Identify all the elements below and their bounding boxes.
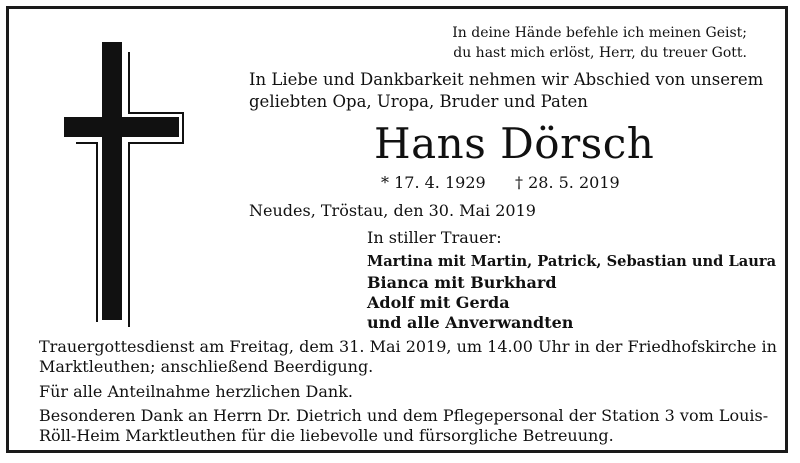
service-line-2: Marktleuthen; anschließend Beerdigung. (39, 357, 374, 376)
mourner-line: und alle Anverwandten (367, 313, 574, 332)
special-thanks-line-2: Röll-Heim Marktleuthen für die liebevolle und fürsorgliche Betreuung. (39, 426, 614, 445)
death-date: † 28. 5. 2019 (515, 173, 620, 192)
mourner-line: Martina mit Martin, Patrick, Sebastian und Laura (367, 253, 777, 270)
mourner-line: Adolf mit Gerda (367, 293, 510, 312)
obituary-frame (6, 6, 788, 453)
intro-line-1: In Liebe und Dankbarkeit nehmen wir Abschied von unserem (249, 70, 764, 89)
place-date: Neudes, Tröstau, den 30. Mai 2019 (249, 201, 536, 220)
deceased-name: Hans Dörsch (374, 119, 655, 168)
cross-icon (64, 42, 184, 332)
special-thanks-line-1: Besonderen Dank an Herrn Dr. Dietrich und dem Pflegepersonal der Station 3 vom Louis- (39, 406, 769, 425)
birth-date: * 17. 4. 1929 (381, 173, 486, 192)
intro-line-2: geliebten Opa, Uropa, Bruder und Paten (249, 92, 588, 111)
mourning-label: In stiller Trauer: (367, 228, 502, 247)
verse-line-1: In deine Hände befehle ich meinen Geist; (452, 25, 747, 41)
verse-line-2: du hast mich erlöst, Herr, du treuer Gott. (453, 45, 747, 61)
thanks-text: Für alle Anteilnahme herzlichen Dank. (39, 382, 353, 401)
service-line-1: Trauergottesdienst am Freitag, dem 31. Mai 2019, um 14.00 Uhr in der Friedhofskirche in (39, 337, 777, 356)
mourner-line: Bianca mit Burkhard (367, 273, 557, 292)
